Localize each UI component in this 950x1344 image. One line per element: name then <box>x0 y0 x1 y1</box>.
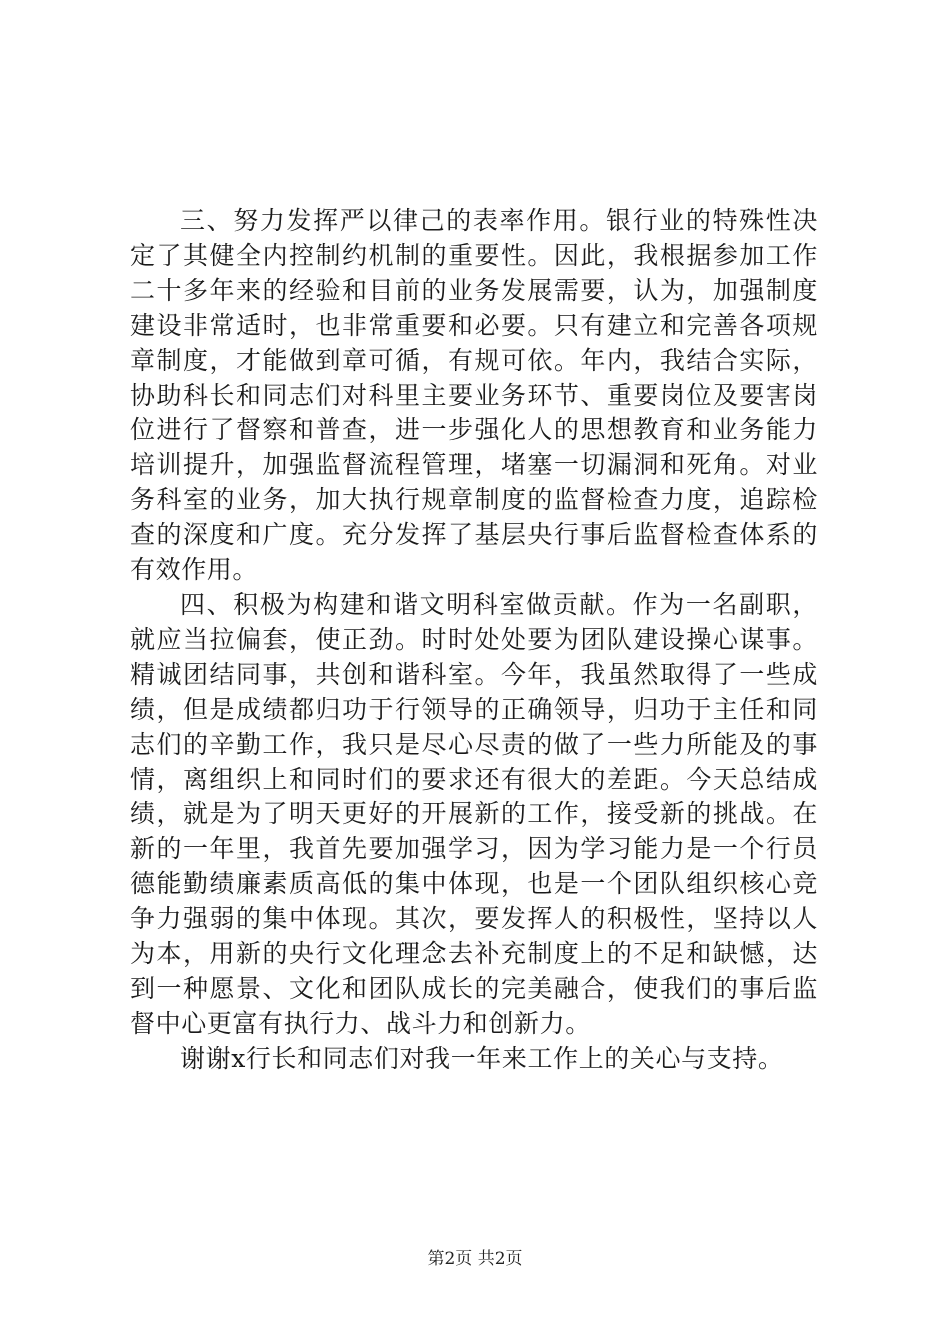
paragraph-harmony: 四、积极为构建和谐文明科室做贡献。作为一名副职，就应当拉偏套，使正劲。时时处处要为团队建设操心谋事。精诚团结同事，共创和谐科室。今年，我虽然取得了一些成绩，但是成绩都归功于行领导的正确领导，归功于主任和同志们的辛勤工作，我只是尽心尽责的做了一些力所能及的事情，离组织上和同时们的要求还有很大的差距。今天总结成绩，就是为了明天更好的开展新的工作，接受新的挑战。在新的一年里，我首先要加强学习，因为学习能力是一个行员德能勤绩廉素质高低的集中体现，也是一个团队组织核心竞争力强弱的集中体现。其次，要发挥人的积极性，坚持以人为本，用新的央行文化理念去补充制度上的不足和缺憾，达到一种愿景、文化和团队成长的完美融合，使我们的事后监督中心更富有执行力、战斗力和创新力。 <box>130 589 818 1038</box>
document-body <box>130 204 818 1077</box>
paragraph-thanks: 谢谢x行长和同志们对我一年来工作上的关心与支持。 <box>180 1043 784 1073</box>
page-number-footer: 第2页 共2页 <box>427 1249 523 1269</box>
paragraph-discipline: 三、努力发挥严以律己的表率作用。银行业的特殊性决定了其健全内控制约机制的重要性。因此，我根据参加工作二十多年来的经验和目前的业务发展需要，认为，加强制度建设非常适时，也非常重要和必要。只有建立和完善各项规章制度，才能做到章可循，有规可依。年内，我结合实际，协助科长和同志们对科里主要业务环节、重要岗位及要害岗位进行了督察和普查，进一步强化人的思想教育和业务能力培训提升，加强监督流程管理，堵塞一切漏洞和死角。对业务科室的业务，加大执行规章制度的监督检查力度，追踪检查的深度和广度。充分发挥了基层央行事后监督检查体系的有效作用。 <box>130 206 818 585</box>
